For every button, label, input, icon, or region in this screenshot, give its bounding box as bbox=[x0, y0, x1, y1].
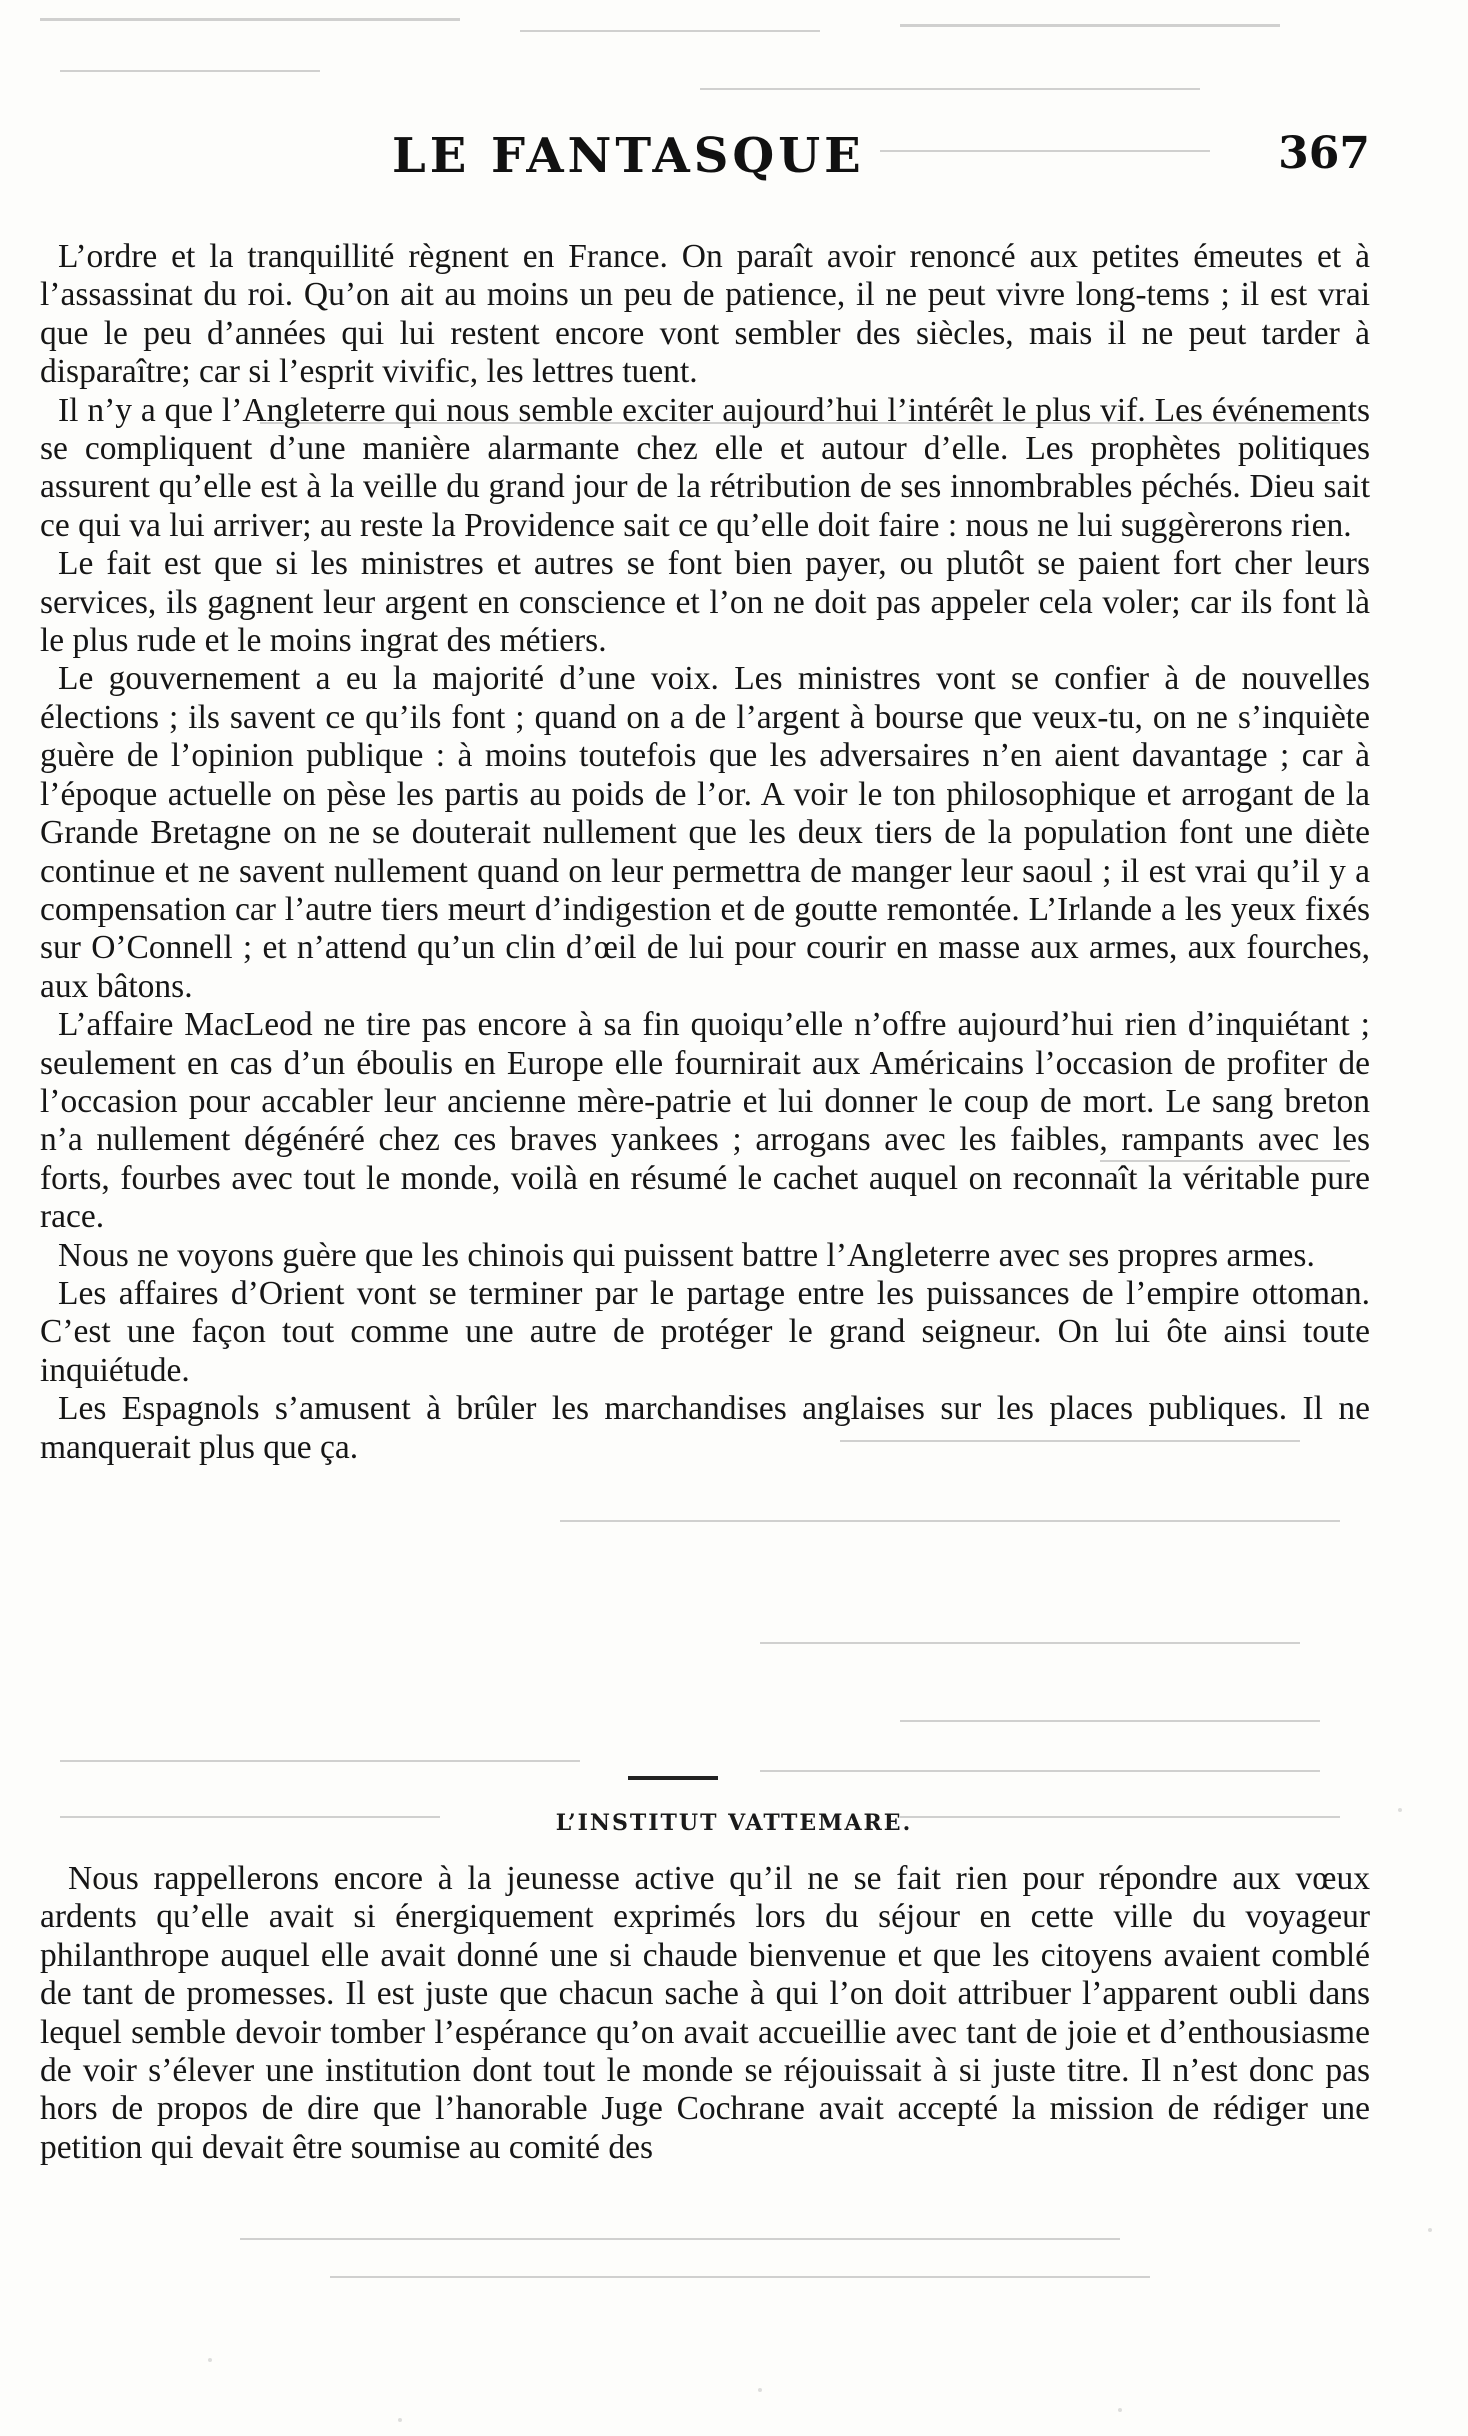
article-column bbox=[40, 1860, 1370, 2167]
article-column bbox=[40, 238, 1370, 1467]
section-divider bbox=[628, 1776, 718, 1780]
paragraph: Nous rappellerons encore à la jeunesse active qu’il ne se fait rien pour répondre aux vœux ardents qu’elle avait si énergiquement exprimés lors du séjour en cette ville du voyageur philanthrope auquel elle avait donné une si chaude bienvenue et que les citoyens avaient comblé de tant de promesses. Il est juste que chacun sache à qui l’on doit attribuer l’apparent oubli dans lequel semble devoir tomber l’espérance qu’on avait accueillie avec tant de joie et d’enthousiasme de voir s’élever une institution dont tout le monde se réjouissait à si juste titre. Il n’est donc pas hors de propos de dire que l’hanorable Juge Cochrane avait accepté la mission de rédiger une petition qui devait être soumise au comité des bbox=[40, 1860, 1370, 2166]
paragraph: Le gouvernement a eu la majorité d’une voix. Les ministres vont se confier à de nouvelles élections ; ils savent ce qu’ils font ; quand on a de l’argent à bourse que veux-tu, on ne s’inquiète guère de l’opinion publique : à moins toutefois que les adversaires n’en aient davantage ; car à l’époque actuelle on pèse les partis au poids de l’or. A voir le ton philosophique et arrogant de la Grande Bretagne on ne se douterait nullement que les deux tiers de la population font une diète continue et ne savent nullement quand on leur permettra de manger leur saoul ; il est vrai qu’il y a compensation car l’autre tiers meurt d’indigestion et de goutte remontée. L’Irlande a les yeux fixés sur O’Connell ; et n’attend qu’un clin d’œil de lui pour courir en masse aux armes, aux fourches, aux bâtons. bbox=[40, 660, 1370, 1005]
paragraph: Les affaires d’Orient vont se terminer par le partage entre les puissances de l’empire ottoman. C’est une façon tout comme une autre de protéger le grand seigneur. On lui ôte ainsi toute inquiétude. bbox=[40, 1274, 1370, 1389]
paragraph: Les Espagnols s’amusent à brûler les marchandises anglaises sur les places publiques. Il ne manquerait plus que ça. bbox=[40, 1390, 1370, 1466]
section-title: L’INSTITUT VATTEMARE. bbox=[555, 1810, 913, 1836]
paragraph: L’affaire MacLeod ne tire pas encore à sa fin quoiqu’elle n’offre aujourd’hui rien d’inquiétant ; seulement en cas d’un éboulis en Europe elle fournirait aux Américains l’occasion de profiter de l’occasion pour accabler leur ancienne mère-patrie et lui donner le coup de mort. Le sang breton n’a nullement dégénéré chez ces braves yankees ; arrogans avec les faibles, rampants avec les forts, fourbes avec tout le monde, voilà en résumé le cachet auquel on reconnaît la véritable pure race. bbox=[40, 1006, 1370, 1236]
paragraph: L’ordre et la tranquillité règnent en France. On paraît avoir renoncé aux petites émeutes et à l’assassinat du roi. Qu’on ait au moins un peu de patience, il ne peut vivre long-tems ; il est vrai que le peu d’années qui lui restent encore vont sembler des siècles, mais il ne peut tarder à disparaître; car si l’esprit vivific, les lettres tuent. bbox=[40, 238, 1370, 391]
paragraph: Nous ne voyons guère que les chinois qui puissent battre l’Angleterre avec ses propres armes. bbox=[58, 1236, 1315, 1274]
paragraph: Il n’y a que l’Angleterre qui nous semble exciter aujourd’hui l’intérêt le plus vif. Les événements se compliquent d’une manière alarmante chez elle et autour d’elle. Les prophètes politiques assurent qu’elle est à la veille du grand jour de la rétribution de ses innombrables péchés. Dieu sait ce qui va lui arriver; au reste la Providence sait ce qu’elle doit faire : nous ne lui suggèrerons rien. bbox=[40, 391, 1370, 544]
paragraph: Le fait est que si les ministres et autres se font bien payer, ou plutôt se paient fort cher leurs services, ils gagnent leur argent en conscience et l’on ne doit pas appeler cela voler; car ils font là le plus rude et le moins ingrat des métiers. bbox=[40, 545, 1370, 660]
page-header bbox=[40, 128, 1370, 188]
running-title: LE FANTASQUE bbox=[392, 128, 865, 184]
page-number: 367 bbox=[1278, 128, 1370, 179]
